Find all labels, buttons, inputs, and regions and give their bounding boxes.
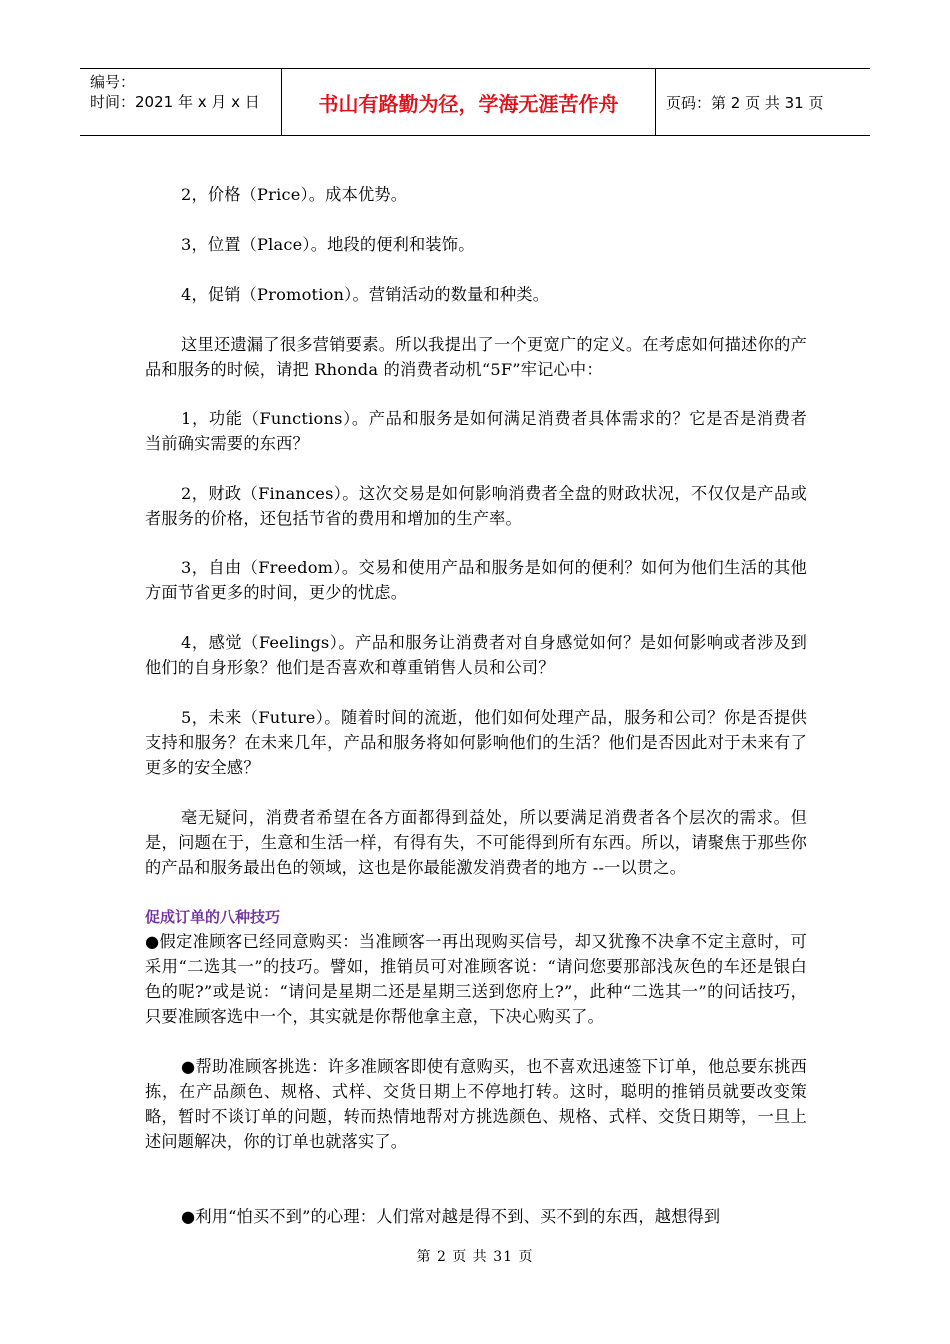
header-table: [80, 68, 870, 136]
paragraph-promotion: 4，促销（Promotion）。营销活动的数量和种类。: [181, 285, 550, 304]
section-heading: 促成订单的八种技巧: [145, 908, 281, 926]
paragraph-5f-intro: 这里还遗漏了很多营销要素。所以我提出了一个更宽广的定义。在考虑如何描述你的产品和服务的时候，请把 Rhonda 的消费者动机“5F”牢记心中：: [145, 335, 807, 379]
header-page-info: 页码：第 2 页 共 31 页: [666, 93, 824, 112]
header-motto: 书山有路勤为径，学海无涯苦作舟: [282, 69, 656, 135]
paragraph-finances: 2，财政（Finances）。这次交易是如何影响消费者全盘的财政状况，不仅仅是产品或者服务的价格，还包括节省的费用和增加的生产率。: [145, 484, 807, 528]
paragraph-price: 2，价格（Price）。成本优势。: [181, 185, 408, 204]
paragraph-freedom: 3，自由（Freedom）。交易和使用产品和服务是如何的便利？如何为他们生活的其他方面节省更多的时间，更少的忧虑。: [145, 558, 807, 602]
paragraph-place: 3，位置（Place）。地段的便利和装饰。: [181, 235, 475, 254]
technique-assume-agreement: ●假定准顾客已经同意购买：当准顾客一再出现购买信号，却又犹豫不决拿不定主意时，可采用“二选其一”的技巧。譬如，推销员可对准顾客说：“请问您要那部浅灰色的车还是银白色的呢?”或是说：“请问是星期二还是星期三送到您府上?”，此种“二选其一”的问话技巧，只要准顾客选中一个，其实就是你帮他拿主意，下决心购买了。: [145, 932, 807, 1026]
paragraph-conclusion: 毫无疑问，消费者希望在各方面都得到益处，所以要满足消费者各个层次的需求。但是，问题在于，生意和生活一样，有得有失，不可能得到所有东西。所以，请聚焦于那些你的产品和服务最出色的领域，这也是你最能激发消费者的地方 --一以贯之。: [145, 808, 807, 877]
paragraph-future: 5，未来（Future）。随着时间的流逝，他们如何处理产品，服务和公司？你是否提供支持和服务？在未来几年，产品和服务将如何影响他们的生活？他们是否因此对于未来有了更多的安全感？: [145, 708, 807, 777]
paragraph-feelings: 4，感觉（Feelings）。产品和服务让消费者对自身感觉如何？是如何影响或者涉及到他们的自身形象？他们是否喜欢和尊重销售人员和公司？: [145, 633, 807, 677]
date-line: 时间：2021 年 x 月 x 日: [90, 93, 260, 111]
technique-scarcity: ●利用“怕买不到”的心理：人们常对越是得不到、买不到的东西，越想得到: [181, 1207, 721, 1226]
number-label: 编号：: [90, 73, 136, 91]
paragraph-functions: 1，功能（Functions）。产品和服务是如何满足消费者具体需求的？它是否是消费者当前确实需要的东西？: [145, 409, 807, 453]
header-meta-cell: [80, 69, 282, 135]
page-footer: 第 2 页 共 31 页: [416, 1249, 534, 1265]
technique-help-choose: ●帮助准顾客挑选：许多准顾客即使有意购买，也不喜欢迅速签下订单，他总要东挑西拣，在产品颜色、规格、式样、交货日期上不停地打转。这时，聪明的推销员就要改变策略，暂时不谈订单的问题，转而热情地帮对方挑选颜色、规格、式样、交货日期等，一旦上述问题解决，你的订单也就落实了。: [145, 1057, 807, 1151]
